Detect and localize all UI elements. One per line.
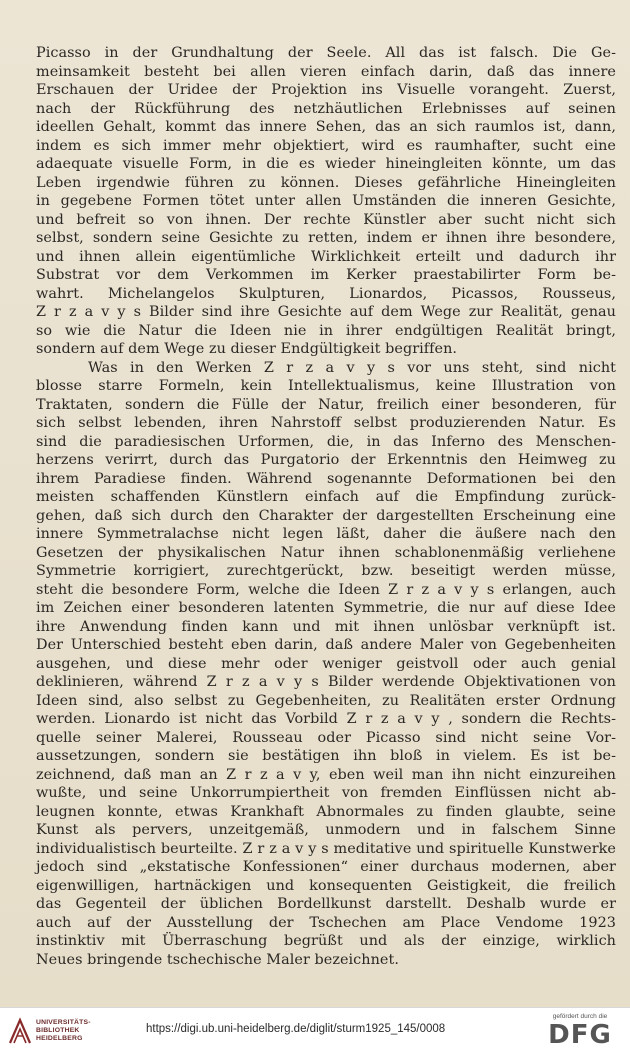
text-line: ausgehen, und diese mehr oder weniger geistvoll oder auch genial xyxy=(36,655,616,672)
text-line: quelle seiner Malerei, Rousseau oder Picasso sind nicht seine Vor- xyxy=(36,729,616,746)
text-line: selbst, sondern seine Gesichte zu retten, indem er ihnen ihre besondere, xyxy=(36,230,616,246)
text-line: ideellen Gehalt, kommt das innere Sehen, das an sich raumlos ist, dann, xyxy=(36,119,616,135)
text-line: das Gegenteil der üblichen Bordellkunst darstellt. Deshalb wurde er xyxy=(36,896,616,912)
paragraph-2 xyxy=(36,359,616,970)
text-line: leugnen konnte, etwas Krankhaft Abnormales zu finden glaubte, seine xyxy=(36,803,616,820)
text-line: Ideen sind, also selbst zu Gegebenheiten, zu Realitäten erster Ordnung xyxy=(36,692,616,709)
text-line: Was in den Werken Z r z a v y s vor uns steht, sind nicht xyxy=(88,359,616,376)
text-line: im Zeichen einer besonderen latenten Symmetrie, die nur auf diese Idee xyxy=(36,600,616,616)
logo-line: HEIDELBERG xyxy=(36,1035,83,1043)
text-line: jedoch sind „ekstatische Konfessionen“ einer durchaus modernen, aber xyxy=(36,859,616,875)
text-line: Z r z a v y s Bilder sind ihre Gesichte auf dem Wege zur Realität, genau xyxy=(36,304,616,320)
text-line: Substrat vor dem Verkommen im Kerker praestabilirter Form be- xyxy=(36,267,616,283)
funded-by-label: gefördert durch die xyxy=(552,1013,608,1020)
text-line: steht die besondere Form, welche die Ideen Z r z a v y s erlangen, auch xyxy=(36,581,616,598)
text-line: adaequate visuelle Form, in die es wieder hineingleiten könnte, um das xyxy=(36,156,616,172)
text-line: ihre Anwendung finden kann und mit ihnen unlösbar verknüpft ist. xyxy=(36,618,616,635)
text-line: wahrt. Michelangelos Skulpturen, Lionardos, Picassos, Rousseus, xyxy=(36,285,616,302)
dfg-logo: DFG xyxy=(548,1020,612,1050)
body-text xyxy=(36,44,616,969)
logo-line: UNIVERSITÄTS- xyxy=(36,1019,91,1026)
text-line: blosse starre Formeln, kein Intellektualismus, keine Illustration von xyxy=(36,378,616,394)
text-line: indem es sich immer mehr objektiert, wird es raumhafter, sucht eine xyxy=(36,137,616,154)
paragraph-1 xyxy=(36,44,616,359)
text-line: und ihnen allein eigentümliche Wirklichkeit erteilt und dadurch ihr xyxy=(36,248,616,265)
text-line: Leben irgendwie führen zu können. Dieses gefährliche Hineingleiten xyxy=(36,174,616,191)
text-line: deklinieren, während Z r z a v y s Bilder werdende Objektivationen von xyxy=(36,674,616,690)
library-logo-text xyxy=(36,1019,91,1044)
text-line: auch auf der Ausstellung der Tschechen am Place Vendome 1923 xyxy=(36,914,616,931)
text-line: eigenwilligen, hartnäckigen und konsequenten Geistigkeit, die freilich xyxy=(36,877,616,894)
text-line: meinsamkeit besteht bei allen vieren einfach darin, daß das innere xyxy=(36,63,616,80)
viewer-footer xyxy=(0,1007,630,1054)
text-line: Erschauen der Uridee der Projektion ins Visuelle vorangeht. Zuerst, xyxy=(36,82,616,98)
logo-line: BIBLIOTHEK xyxy=(36,1027,80,1035)
text-line: innere Symmetralachse nicht legen läßt, daher die äußere nach den xyxy=(36,526,616,542)
text-line: Neues bringende tschechische Maler bezeichnet. xyxy=(36,951,399,968)
text-line: in gegebene Formen tötet unter allen Umständen die inneren Gesichte, xyxy=(36,193,616,209)
text-line: und befreit so von ihnen. Der rechte Künstler aber sucht nicht sich xyxy=(36,211,616,228)
text-line: Picasso in der Grundhaltung der Seele. All das ist falsch. Die Ge- xyxy=(36,45,616,61)
text-line: Symmetrie korrigiert, zurechtgerückt, bzw. beseitigt werden müsse, xyxy=(36,563,616,579)
text-line: aussetzungen, sondern sie bestätigen ihn bloß in vielem. Es ist be- xyxy=(36,748,616,764)
text-line: instinktiv mit Überraschung begrüßt und als der einzige, wirklich xyxy=(36,933,616,949)
text-line: meisten schaffenden Künstlern einfach auf die Empfindung zurück- xyxy=(36,489,616,505)
text-line: ihrem Paradiese finden. Während sogenannte Deformationen bei den xyxy=(36,470,616,487)
text-line: werden. Lionardo ist nicht das Vorbild Z r z a v y , sondern die Rechts- xyxy=(36,711,616,727)
university-library-logo-icon xyxy=(8,1017,32,1045)
permalink-url[interactable]: https://digi.ub.uni-heidelberg.de/diglit/sturm1925_145/0008 xyxy=(146,1023,446,1035)
text-line: so wie die Natur die Ideen nie in ihrer endgültigen Realität bringt, xyxy=(36,322,616,339)
text-line: sind die paradiesischen Urformen, die, in das Inferno des Menschen- xyxy=(36,433,616,450)
text-line: sich selbst lebenden, ihren Nahrstoff selbst produzierenden Natur. Es xyxy=(36,415,616,431)
text-line: zeichnend, daß man an Z r z a v y, eben weil man ihn nicht einzureihen xyxy=(36,766,616,783)
text-line: Gesetzen der physikalischen Natur ihnen schablonenmäßig verliehene xyxy=(36,544,616,561)
text-line: herzens verirrt, durch das Purgatorio der Erkenntnis den Heimweg zu xyxy=(36,452,616,468)
text-line: Kunst als pervers, unzeitgemäß, unmodern und in falschem Sinne xyxy=(36,822,616,838)
text-line: gehen, daß sich durch den Charakter der dargestellten Erscheinung eine xyxy=(36,507,616,524)
text-line: individualistisch beurteilte. Z r z a v y s meditative und spirituelle Kunstwerke xyxy=(36,840,616,857)
text-line: sondern auf dem Wege zu dieser Endgültigkeit begriffen. xyxy=(36,341,458,357)
text-line: Traktaten, sondern die Fülle der Natur, freilich einer besonderen, für xyxy=(36,396,616,413)
funder-block xyxy=(540,1013,620,1049)
text-line: nach der Rückführung des netzhäutlichen Erlebnisses auf seinen xyxy=(36,100,616,117)
text-line: Der Unterschied besteht eben darin, daß andere Maler von Gegebenheiten xyxy=(36,637,616,653)
text-line: wußte, und seine Unkorrumpiertheit von fremden Einflüssen nicht ab- xyxy=(36,785,616,801)
